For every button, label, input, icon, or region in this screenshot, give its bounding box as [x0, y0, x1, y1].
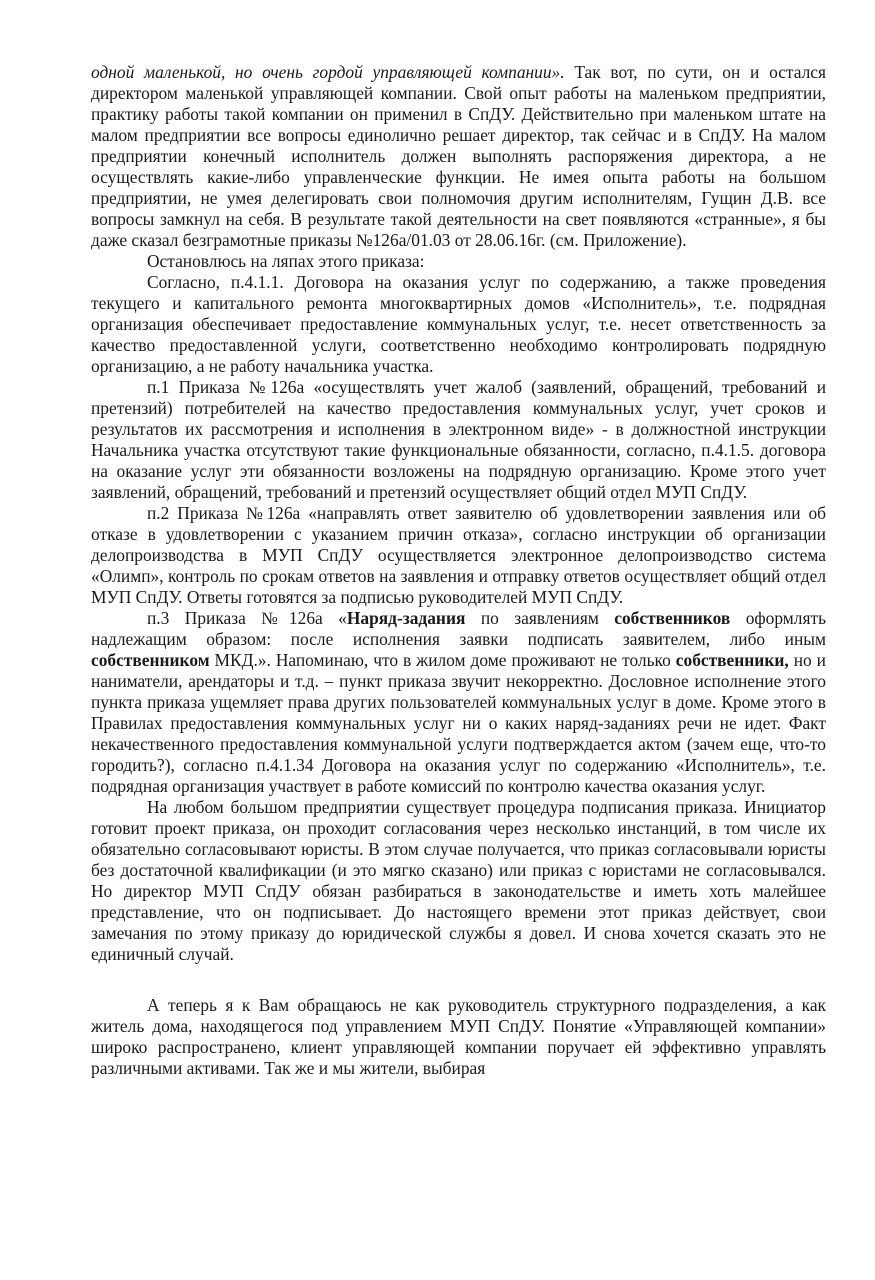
- paragraph-1-text: Так вот, по сути, он и остался директором маленькой управляющей компании. Свой опыт работы на маленьком предприятии, практику работы такой компании он применил в СпДУ. Действительно при маленьком штате на малом предприятии все вопросы единолично решает директор, так сейчас и в СпДУ. На малом предприятии конечный исполнитель должен выполнять распоряжения директора, а не осуществлять какие-либо управленческие функции. Не имея опыта работы на большом предприятии, не умея делегировать свои полномочия другим исполнителям, Гущин Д.В. все вопросы замкнул на себя. В результате такой деятельности на свет появляются «странные», я бы даже сказал безграмотные приказы №126а/01.03 от 28.06.16г. (см. Приложение).: [91, 62, 826, 250]
- paragraph-5: п.2 Приказа №126а «направлять ответ заявителю об удовлетворении заявления или об отказе в удовлетворении с указанием причин отказа», согласно инструкции об организации делопроизводства в МУП СпДУ осуществляется электронное делопроизводство система «Олимп», контроль по срокам ответов на заявления и отправку ответов осуществляет общий отдел МУП СпДУ. Ответы готовятся за подписью руководителей МУП СпДУ.: [91, 503, 826, 607]
- paragraph-4: п.1 Приказа №126а «осуществлять учет жалоб (заявлений, обращений, требований и претензий) потребителей на качество предоставления коммунальных услуг, учет сроков и результатов их рассмотрения и исполнения в электронном виде» - в должностной инструкции Начальника участка отсутствуют такие функциональные обязанности, согласно, п.4.1.5. договора на оказание услуг эти обязанности возложены на подрядную организацию. Кроме этого учет заявлений, обращений, требований и претензий осуществляет общий отдел МУП СпДУ.: [91, 377, 826, 502]
- p6-part-a: п.3 Приказа №126а «: [147, 608, 347, 628]
- p6-bold-naryad: Наряд-задания: [346, 608, 466, 628]
- p6-part-e: оформлять надлежащим образом: после исполнения заявки подписать заявителем, либо иным: [91, 608, 826, 649]
- italic-quote: одной маленькой, но очень гордой управляющей компании».: [91, 62, 565, 82]
- p6-part-g: МКД.». Напоминаю, что в жилом доме проживают не только: [209, 650, 676, 670]
- p6-part-c: по заявлениям: [465, 608, 615, 628]
- paragraph-1: [91, 62, 826, 251]
- paragraph-gap: [91, 965, 826, 995]
- p6-bold-sobstvennikom: собственником: [91, 650, 210, 670]
- p6-bold-sobstvennikov: собственников: [614, 608, 731, 628]
- paragraph-7: На любом большом предприятии существует процедура подписания приказа. Инициатор готовит проект приказа, он проходит согласования через несколько инстанций, в том числе их обязательно согласовывают юристы. В этом случае получается, что приказ согласовывали юристы без достаточной квалификации (и это мягко сказано) или приказ с юристами не согласовывался. Но директор МУП СпДУ обязан разбираться в законодательстве и иметь хоть малейшее представление, что он подписывает. До настоящего времени этот приказ действует, свои замечания по этому приказу до юридической службы я довел. И снова хочется сказать это не единичный случай.: [91, 797, 826, 964]
- document-body: [91, 62, 826, 1079]
- p6-bold-sobstvenniki: собственники,: [675, 650, 789, 670]
- paragraph-3: Согласно, п.4.1.1. Договора на оказания услуг по содержанию, а также проведения текущего и капитального ремонта многоквартирных домов «Исполнитель», т.е. подрядная организация обеспечивает предоставление коммунальных услуг, т.е. несет ответственность за качество предоставленной услуги, соответственно необходимо контролировать подрядную организацию, а не работу начальника участка.: [91, 272, 826, 376]
- p6-part-i: но и наниматели, арендаторы и т.д. – пункт приказа звучит некорректно. Дословное исполнение этого пункта приказа ущемляет права других пользователей коммунальных услуг в доме. Кроме этого в Правилах предоставления коммунальных услуг ни о каких наряд-заданиях речи не идет. Факт некачественного предоставления коммунальной услуги подтверждается актом (зачем еще, что-то городить?), согласно п.4.1.34 Договора на оказания услуг по содержанию «Исполнитель», т.е. подрядная организация участвует в работе комиссий по контролю качества оказания услуг.: [91, 650, 826, 796]
- paragraph-8: А теперь я к Вам обращаюсь не как руководитель структурного подразделения, а как житель дома, находящегося под управлением МУП СпДУ. Понятие «Управляющей компании» широко распространено, клиент управляющей компании поручает ей эффективно управлять различными активами. Так же и мы жители, выбирая: [91, 995, 826, 1078]
- paragraph-6: [91, 608, 826, 797]
- paragraph-2: Остановлюсь на ляпах этого приказа:: [147, 251, 425, 271]
